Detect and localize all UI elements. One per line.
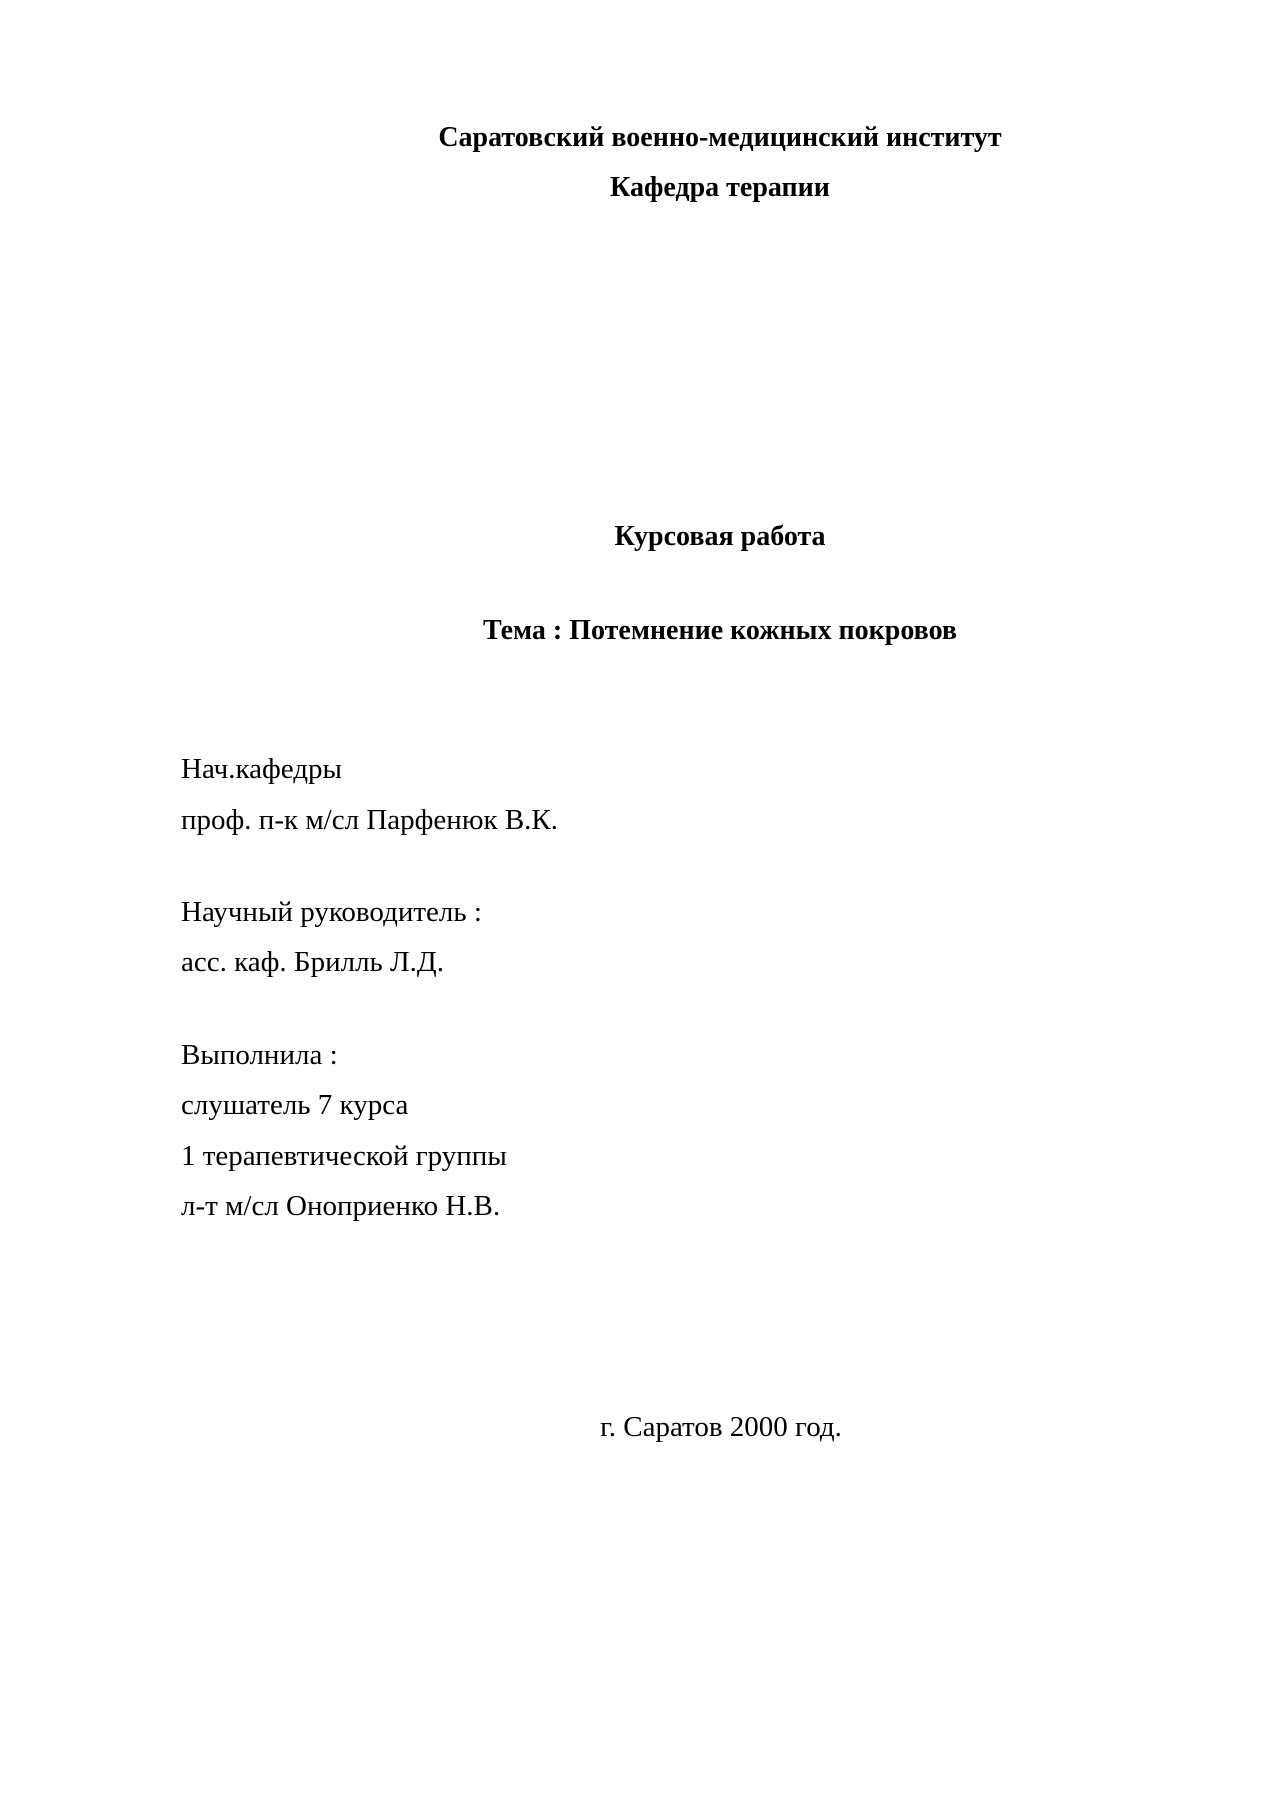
advisor-name: асс. каф. Брилль Л.Д. [181, 946, 444, 978]
city-year: г. Саратов 2000 год. [600, 1411, 842, 1443]
performer-name: л-т м/сл Оноприенко Н.В. [181, 1190, 501, 1222]
head-of-department-label: Нач.кафедры [181, 753, 343, 785]
performer-course: слушатель 7 курса [181, 1089, 409, 1121]
advisor-label: Научный руководитель : [181, 896, 482, 928]
work-type-title: Курсовая работа [614, 521, 826, 552]
topic-title: Тема : Потемнение кожных покровов [482, 615, 958, 646]
institute-name: Саратовский военно-медицинский институт [438, 122, 1002, 153]
head-of-department-name: проф. п-к м/сл Парфенюк В.К. [181, 804, 559, 836]
performer-label: Выполнила : [181, 1039, 338, 1071]
department-name: Кафедра терапии [610, 172, 830, 203]
performer-group: 1 терапевтической группы [181, 1140, 507, 1172]
